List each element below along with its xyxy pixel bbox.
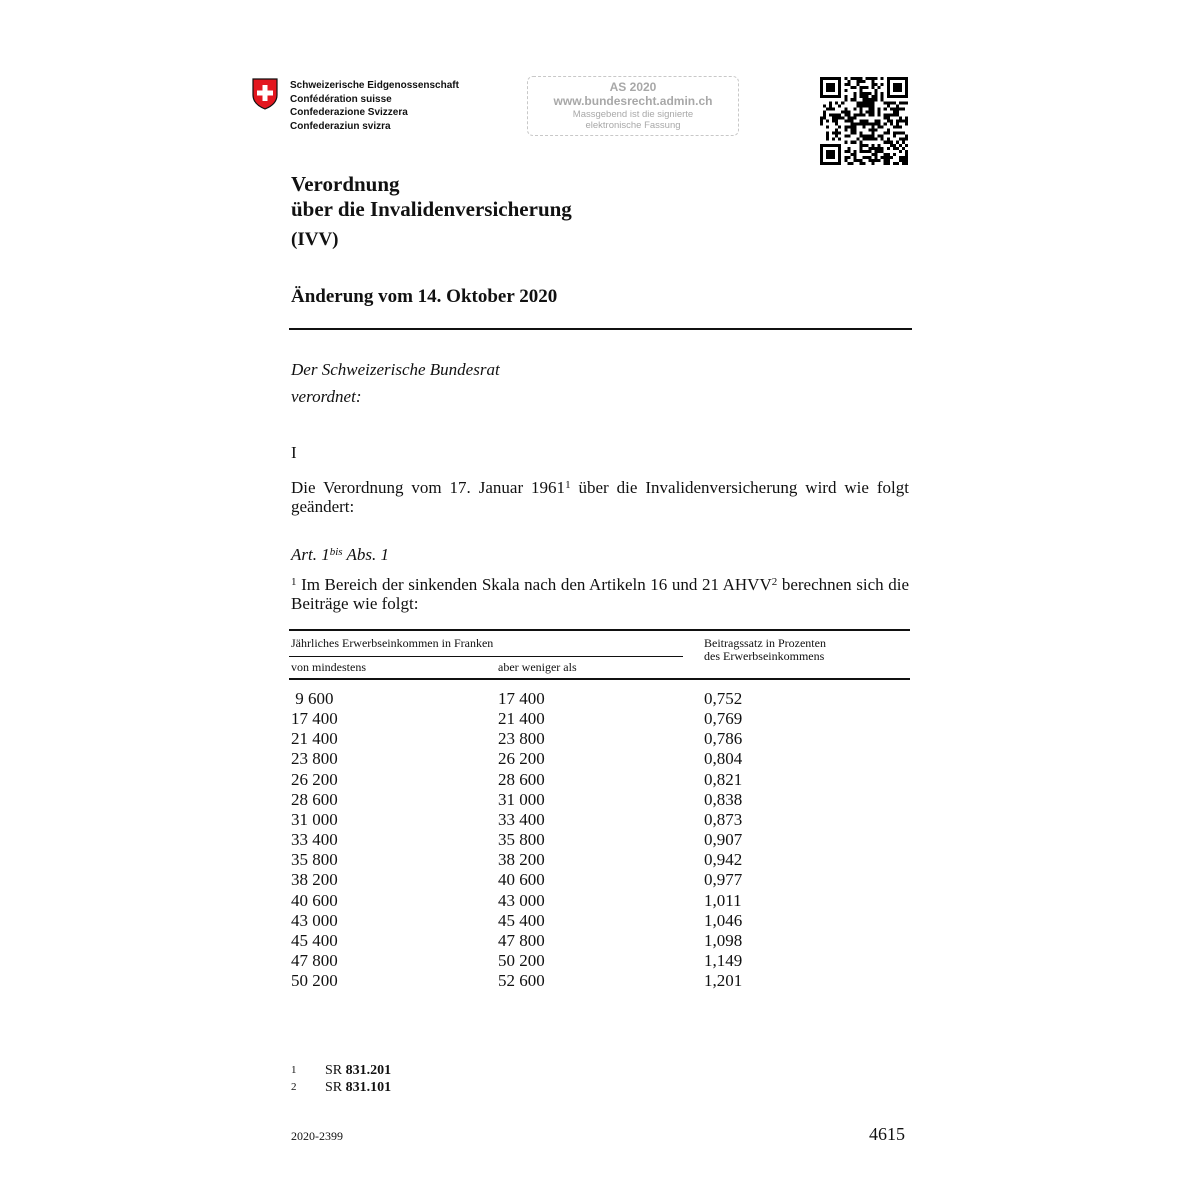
table-group-rule [289,656,683,657]
cell-to: 23 800 [498,729,545,749]
gov-name-it: Confederazione Svizzera [290,107,408,118]
cell-from: 26 200 [291,769,338,789]
cell-to: 47 800 [498,930,545,950]
article-paragraph: $^1$ Im Bereich der sinkenden Skala nach den Artikeln 16 und 21 AHVV$^2$ berechnen sich die Beiträge wie folgt: [291,575,909,613]
cell-rate: 1,011 [704,890,742,910]
cell-to: 50 200 [498,951,545,971]
table-column-from [291,689,338,991]
cell-rate: 0,907 [704,830,743,850]
cell-rate: 1,046 [704,910,743,930]
table-column-rate [704,689,742,991]
intro-paragraph: Die Verordnung vom 17. Januar 1961$^1$ über die Invalidenversicherung wird wie folgt geändert: [291,478,909,516]
cell-rate: 0,977 [704,870,743,890]
cell-from: 9 600 [291,689,334,708]
article-heading: Art. $1^{bis}$ Abs. 1 [291,545,390,564]
cell-rate: 1,098 [704,930,743,950]
table-header-rule [289,678,910,680]
gov-name-de: Schweizerische Eidgenossenschaft [290,80,459,91]
cell-rate: 0,821 [704,769,743,789]
footnote-1: 1 SR 831.201 [291,1063,392,1078]
publication-stamp [527,76,739,136]
cell-to: 17 400 [498,689,545,708]
cell-from: 35 800 [291,850,338,870]
qr-code-icon [820,77,908,165]
table-header-from: von mindestens [291,660,366,674]
cell-to: 38 200 [498,850,545,870]
gov-name-fr: Confédération suisse [290,93,392,105]
title-line-1: Verordnung [291,172,400,196]
stamp-note-1: Massgebend ist die signierte [572,109,694,120]
cell-rate: 0,769 [704,709,743,729]
footnote-ref-2: 2 [771,576,778,588]
table-group-header: Jährliches Erwerbseinkommen in Franken [291,636,494,650]
cell-rate: 1,201 [704,971,743,991]
swiss-coat-of-arms-icon [252,78,278,110]
cell-rate: 0,804 [704,749,743,769]
cell-from: 40 600 [291,890,338,910]
preamble-authority: Der Schweizerische Bundesrat [291,360,500,379]
cell-to: 31 000 [498,789,545,809]
cell-from: 31 000 [291,809,338,829]
government-names [290,79,459,133]
footnote-2-reference: 831.101 [345,1080,392,1095]
cell-from: 21 400 [291,729,338,749]
cell-rate: 0,942 [704,850,743,870]
cell-from: 47 800 [291,951,338,971]
stamp-url: www.bundesrecht.admin.ch [553,94,713,108]
table-column-to [498,689,545,991]
title-abbreviation: (IVV) [291,229,339,250]
cell-rate: 0,873 [704,809,743,829]
preamble-decrees: verordnet: [291,387,362,406]
paragraph-number: 1 [291,576,297,588]
page-number: 4615 [869,1124,905,1144]
table-header-to: aber weniger als [498,660,577,674]
cell-to: 52 600 [498,971,545,991]
cell-from: 50 200 [291,971,338,991]
cell-to: 33 400 [498,809,545,829]
cell-from: 23 800 [291,749,338,769]
title-divider [289,328,912,330]
cell-to: 21 400 [498,709,545,729]
cell-to: 28 600 [498,769,545,789]
footnote-2: 2 SR 831.101 [291,1080,392,1095]
footnotes [291,1062,391,1096]
stamp-note-2: elektronische Fassung [585,120,681,131]
cell-to: 35 800 [498,830,545,850]
cell-rate: 0,838 [704,789,743,809]
stamp-collection: AS 2020 [609,80,657,94]
cell-rate: 0,786 [704,729,743,749]
footnote-ref-1: 1 [565,479,571,491]
gov-name-rm: Confederaziun svizra [290,120,391,132]
cell-rate: 0,752 [704,689,743,708]
table-top-rule [289,629,910,631]
footnote-1-reference: 831.201 [345,1063,392,1078]
cell-to: 40 600 [498,870,545,890]
amendment-date: Änderung vom 14. Oktober 2020 [291,286,558,307]
title-line-2: über die Invalidenversicherung [291,197,572,221]
cell-rate: 1,149 [704,951,743,971]
cell-to: 26 200 [498,749,545,769]
table-header-rate: Beitragssatz in Prozenten des Erwerbseinkommens [704,636,826,663]
cell-from: 28 600 [291,789,338,809]
cell-from: 17 400 [291,709,338,729]
document-title [291,172,572,222]
cell-to: 43 000 [498,890,545,910]
cell-to: 45 400 [498,910,545,930]
document-number: 2020-2399 [291,1129,343,1143]
cell-from: 45 400 [291,930,338,950]
cell-from: 33 400 [291,830,338,850]
cell-from: 43 000 [291,910,338,930]
section-number: I [291,443,297,462]
cell-from: 38 200 [291,870,338,890]
